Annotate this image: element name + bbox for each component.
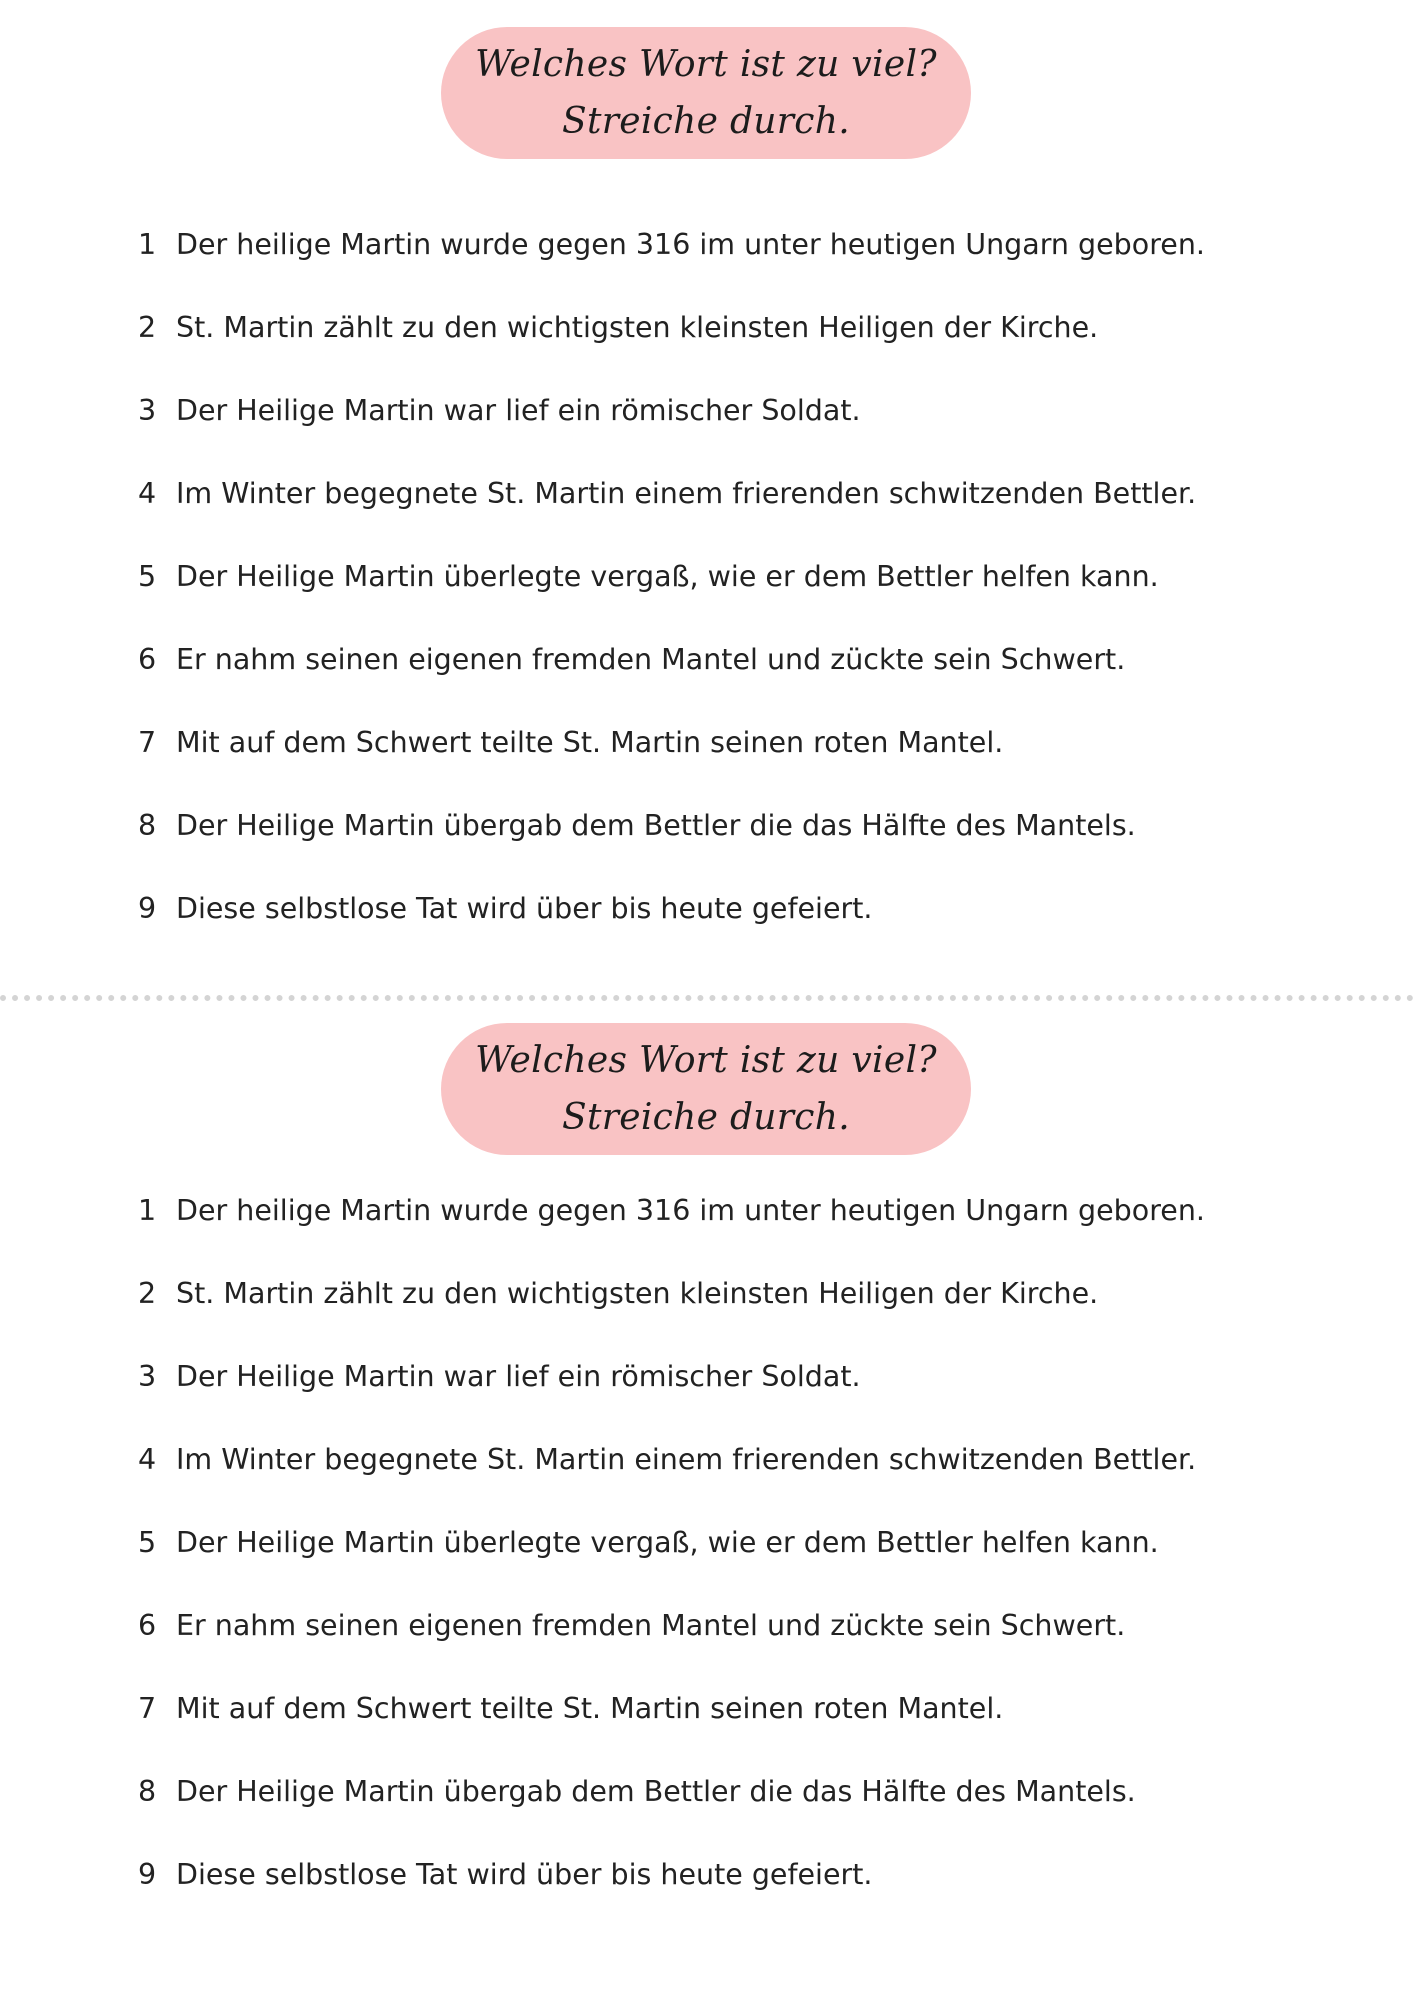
item-number: 4 [138, 477, 157, 510]
sentence-item [138, 1689, 1003, 1729]
item-text: Diese selbstlose Tat wird über bis heute gefeiert. [176, 1858, 873, 1891]
item-number: 7 [138, 726, 157, 759]
item-number: 7 [138, 1692, 157, 1725]
title-line-1: Welches Wort ist zu viel? [475, 1040, 937, 1081]
item-text: Der heilige Martin wurde gegen 316 im unter heutigen Ungarn geboren. [176, 228, 1205, 261]
sentence-item [138, 806, 1136, 846]
item-text: Der Heilige Martin überlegte vergaß, wie er dem Bettler helfen kann. [176, 1526, 1159, 1559]
sentence-item [138, 1855, 872, 1895]
sentence-item [138, 1523, 1159, 1563]
item-number: 3 [138, 394, 157, 427]
item-text: Er nahm seinen eigenen fremden Mantel und zückte sein Schwert. [176, 643, 1126, 676]
item-number: 6 [138, 1609, 157, 1642]
item-text: Im Winter begegnete St. Martin einem frierenden schwitzenden Bettler. [176, 1443, 1197, 1476]
item-text: Er nahm seinen eigenen fremden Mantel und zückte sein Schwert. [176, 1609, 1126, 1642]
sentence-item [138, 1772, 1136, 1812]
sentence-item [138, 308, 1098, 348]
sentence-item [138, 723, 1003, 763]
sentence-item [138, 640, 1125, 680]
item-number: 9 [138, 1858, 157, 1891]
title-banner [441, 1023, 971, 1155]
item-number: 9 [138, 892, 157, 925]
item-text: St. Martin zählt zu den wichtigsten kleinsten Heiligen der Kirche. [176, 1277, 1099, 1310]
item-number: 2 [138, 1277, 157, 1310]
item-number: 5 [138, 560, 157, 593]
item-number: 5 [138, 1526, 157, 1559]
item-text: Der Heilige Martin war lief ein römischer Soldat. [176, 394, 861, 427]
sentence-item [138, 1606, 1125, 1646]
item-text: Der Heilige Martin übergab dem Bettler die das Hälfte des Mantels. [176, 1775, 1136, 1808]
title-banner [441, 27, 971, 159]
item-number: 1 [138, 228, 157, 261]
item-number: 1 [138, 1194, 157, 1227]
item-text: Der Heilige Martin überlegte vergaß, wie er dem Bettler helfen kann. [176, 560, 1159, 593]
item-number: 6 [138, 643, 157, 676]
sentence-item [138, 391, 861, 431]
title-line-2: Streiche durch. [562, 1097, 850, 1138]
item-number: 8 [138, 809, 157, 842]
item-text: Mit auf dem Schwert teilte St. Martin seinen roten Mantel. [176, 726, 1004, 759]
item-text: Mit auf dem Schwert teilte St. Martin seinen roten Mantel. [176, 1692, 1004, 1725]
item-text: Der Heilige Martin übergab dem Bettler die das Hälfte des Mantels. [176, 809, 1136, 842]
sentence-item [138, 474, 1196, 514]
cut-line-divider [0, 995, 1414, 1001]
sentence-item [138, 557, 1159, 597]
item-number: 3 [138, 1360, 157, 1393]
item-number: 8 [138, 1775, 157, 1808]
item-number: 2 [138, 311, 157, 344]
title-line-1: Welches Wort ist zu viel? [475, 44, 937, 85]
item-number: 4 [138, 1443, 157, 1476]
item-text: Der Heilige Martin war lief ein römischer Soldat. [176, 1360, 861, 1393]
item-text: Diese selbstlose Tat wird über bis heute gefeiert. [176, 892, 873, 925]
item-text: St. Martin zählt zu den wichtigsten kleinsten Heiligen der Kirche. [176, 311, 1099, 344]
sentence-item [138, 1440, 1196, 1480]
item-text: Im Winter begegnete St. Martin einem frierenden schwitzenden Bettler. [176, 477, 1197, 510]
sentence-item [138, 1274, 1098, 1314]
sentence-item [138, 889, 872, 929]
sentence-item [138, 1357, 861, 1397]
sentence-item [138, 225, 1205, 265]
sentence-item [138, 1191, 1205, 1231]
item-text: Der heilige Martin wurde gegen 316 im unter heutigen Ungarn geboren. [176, 1194, 1205, 1227]
title-line-2: Streiche durch. [562, 101, 850, 142]
